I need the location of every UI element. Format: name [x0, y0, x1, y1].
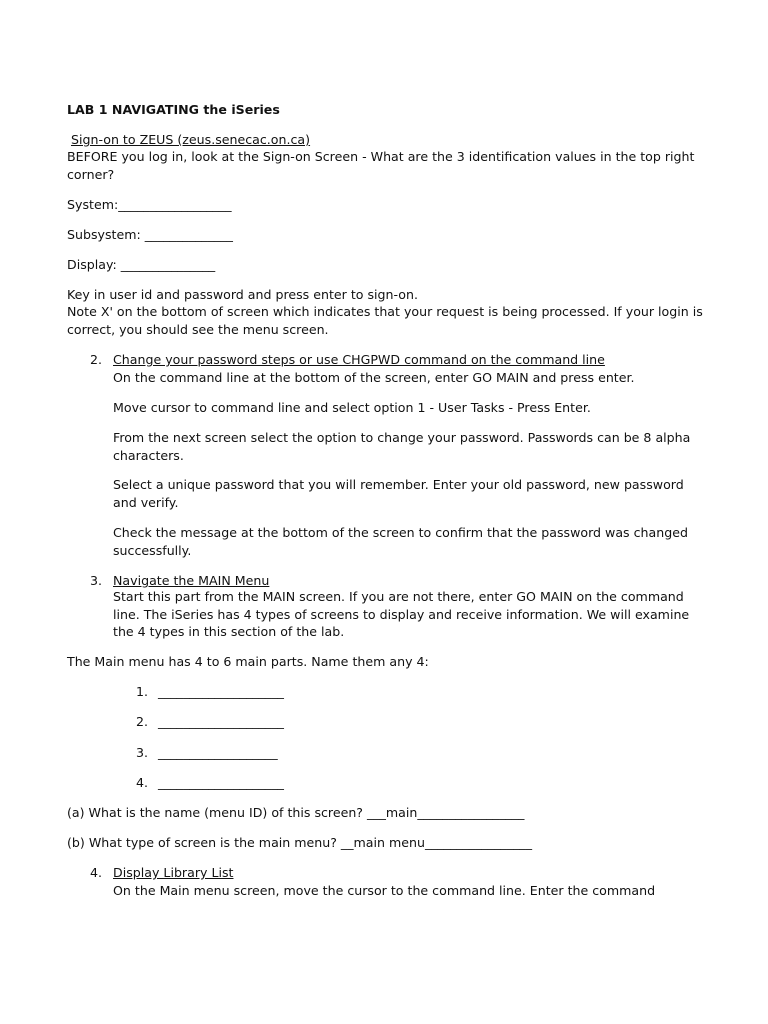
display-field: Display: _______________	[67, 257, 216, 272]
subsystem-field: Subsystem: ______________	[67, 227, 233, 242]
main-part-number: 3.	[136, 745, 149, 760]
step-2-paragraph-2: Move cursor to command line and select option 1 - User Tasks - Press Enter.	[113, 400, 591, 415]
step-4-number: 4.	[90, 865, 103, 880]
step-2-paragraph-3: From the next screen select the option to change your password. Passwords can be 8 alpha characters.	[113, 430, 691, 463]
step-2-title: Change your password steps or use CHGPWD command on the command line	[113, 352, 605, 367]
step-4-paragraph-1: On the Main menu screen, move the cursor to the command line. Enter the command	[113, 883, 656, 898]
main-parts-intro: The Main menu has 4 to 6 main parts. Name them any 4:	[67, 654, 429, 669]
document-heading: LAB 1 NAVIGATING the iSeries	[67, 102, 280, 117]
main-part-blank: ____________________	[158, 684, 284, 699]
step-2-paragraph-1: On the command line at the bottom of the screen, enter GO MAIN and press enter.	[113, 370, 635, 385]
question-b: (b) What type of screen is the main menu? __main menu_________________	[67, 835, 533, 850]
signon-intro: BEFORE you log in, look at the Sign-on Screen - What are the 3 identification values in the top right corner?	[67, 149, 695, 182]
step-4-title: Display Library List	[113, 865, 234, 880]
main-part-number: 2.	[136, 714, 149, 729]
main-part-number: 4.	[136, 775, 149, 790]
question-a: (a) What is the name (menu ID) of this screen? ___main_________________	[67, 805, 525, 820]
step-2-paragraph-4: Select a unique password that you will remember. Enter your old password, new password and verify.	[113, 477, 684, 510]
step-3-number: 3.	[90, 573, 103, 588]
signon-note: Note X' on the bottom of screen which indicates that your request is being processed. If your login is correct, you should see the menu screen.	[67, 304, 703, 337]
main-part-blank: ____________________	[158, 775, 284, 790]
main-part-number: 1.	[136, 684, 149, 699]
step-3-title: Navigate the MAIN Menu	[113, 573, 270, 588]
main-part-blank: ____________________	[158, 714, 284, 729]
main-part-blank: ___________________	[158, 745, 278, 760]
system-field: System:__________________	[67, 197, 232, 212]
step-3-paragraph-1: Start this part from the MAIN screen. If you are not there, enter GO MAIN on the command line. The iSeries has 4 types of screens to display and receive information. We will examine the 4 types in this section of the lab.	[113, 589, 690, 639]
step-2-number: 2.	[90, 352, 103, 367]
step-2-paragraph-5: Check the message at the bottom of the screen to confirm that the password was changed successfully.	[113, 525, 688, 558]
signon-title: Sign-on to ZEUS (zeus.senecac.on.ca)	[71, 132, 311, 147]
signon-instruction: Key in user id and password and press enter to sign-on.	[67, 287, 418, 302]
